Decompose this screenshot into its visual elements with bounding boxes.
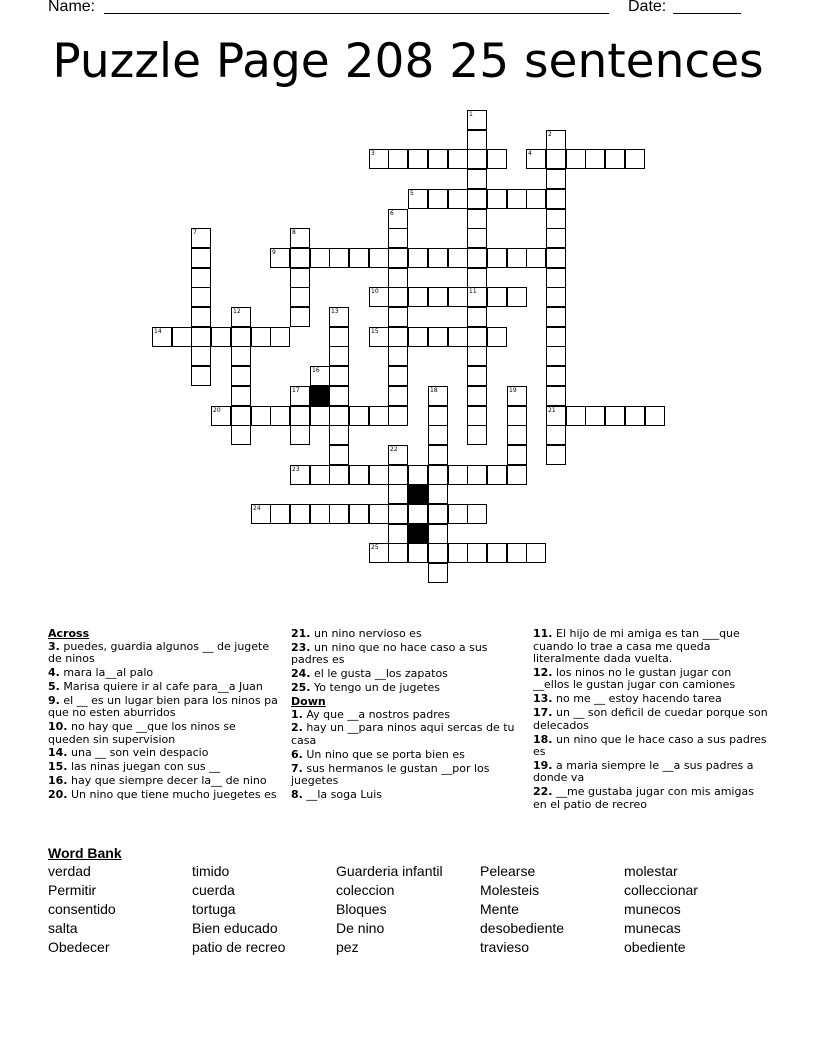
word-bank-item: Bloques (336, 901, 387, 917)
crossword-cell[interactable] (487, 149, 507, 169)
crossword-cell[interactable] (191, 366, 211, 386)
crossword-cell[interactable] (270, 248, 290, 268)
word-bank-item: tortuga (192, 901, 236, 917)
crossword-black-cell (408, 524, 428, 544)
crossword-cell[interactable] (329, 445, 349, 465)
crossword-cell[interactable] (388, 406, 408, 426)
clue-across-14: 14. una __ son vein despacio (48, 746, 209, 760)
crossword-cell[interactable] (526, 189, 546, 209)
crossword-cell[interactable] (467, 169, 487, 189)
clue-across-20: 20. Un nino que tiene mucho juegetes es (48, 788, 277, 802)
crossword-cell[interactable] (388, 307, 408, 327)
crossword-cell[interactable] (467, 307, 487, 327)
crossword-cell[interactable] (467, 386, 487, 406)
crossword-cell[interactable] (329, 346, 349, 366)
word-bank-item: Obedecer (48, 939, 110, 955)
word-bank-item: munecos (624, 901, 681, 917)
crossword-cell[interactable] (428, 327, 448, 347)
crossword-cell[interactable] (369, 543, 389, 563)
clue-number: 18 (430, 387, 438, 394)
crossword-cell[interactable] (546, 149, 566, 169)
crossword-cell[interactable] (191, 248, 211, 268)
crossword-cell[interactable] (428, 484, 448, 504)
crossword-cell[interactable] (290, 307, 310, 327)
crossword-cell[interactable] (388, 484, 408, 504)
clue-across-9: 9. el __ es un lugar bien para los ninos pa que no esten aburridos (48, 693, 278, 720)
clue-down-11: 11. El hijo de mi amiga es tan ___que cuando lo trae a casa me queda literalmente dada vuelta. (533, 627, 740, 665)
crossword-cell[interactable] (388, 327, 408, 347)
crossword-cell[interactable] (467, 346, 487, 366)
clue-across-4: 4. mara la__al palo (48, 665, 154, 679)
crossword-cell[interactable] (526, 248, 546, 268)
crossword-cell[interactable] (369, 287, 389, 307)
crossword-cell[interactable] (645, 406, 665, 426)
crossword-cell[interactable] (546, 209, 566, 229)
clue-down-6: 6. Un nino que se porta bien es (291, 747, 465, 761)
crossword-cell[interactable] (388, 386, 408, 406)
clue-number: 15 (371, 328, 379, 335)
crossword-cell[interactable] (310, 366, 330, 386)
clue-across-21: 21. un nino nervioso es (291, 627, 422, 640)
clue-across-5: 5. Marisa quiere ir al cafe para__a Juan (48, 679, 263, 693)
crossword-cell[interactable] (369, 149, 389, 169)
crossword-cell[interactable] (487, 327, 507, 347)
clue-number: 12 (233, 308, 241, 315)
clue-number: 4 (528, 150, 532, 157)
crossword-cell[interactable] (507, 465, 527, 485)
crossword-cell[interactable] (329, 465, 349, 485)
clue-number: 24 (253, 505, 261, 512)
crossword-cell[interactable] (507, 425, 527, 445)
crossword-cell[interactable] (428, 248, 448, 268)
crossword-cell[interactable] (546, 386, 566, 406)
clue-across-10: 10. no hay que __que los ninos se queden sin supervision (48, 720, 236, 746)
crossword-cell[interactable] (546, 346, 566, 366)
crossword-cell[interactable] (448, 327, 468, 347)
clue-down-22: 22. __me gustaba jugar con mis amigas en el patio de recreo (533, 785, 754, 811)
clue-number: 19 (509, 387, 517, 394)
name-label: Name: (48, 0, 96, 15)
crossword-cell[interactable] (487, 248, 507, 268)
crossword-cell[interactable] (467, 504, 487, 524)
crossword-cell[interactable] (448, 465, 468, 485)
crossword-cell[interactable] (526, 149, 546, 169)
crossword-cell[interactable] (290, 504, 310, 524)
crossword-cell[interactable] (251, 504, 271, 524)
word-bank-item: De nino (336, 920, 385, 936)
crossword-cell[interactable] (526, 543, 546, 563)
crossword-cell[interactable] (546, 248, 566, 268)
crossword-cell[interactable] (428, 563, 448, 583)
crossword-cell[interactable] (428, 445, 448, 465)
crossword-cell[interactable] (191, 287, 211, 307)
crossword-cell[interactable] (467, 209, 487, 229)
word-bank-item: desobediente (480, 920, 565, 936)
clue-down-7: 7. sus hermanos le gustan __por los juegetes (291, 761, 490, 788)
crossword-cell[interactable] (448, 248, 468, 268)
crossword-cell[interactable] (290, 425, 310, 445)
crossword-cell[interactable] (329, 248, 349, 268)
clue-down-17: 17. un __ son deficil de cuedar porque son delecados (533, 706, 768, 732)
crossword-cell[interactable] (270, 406, 290, 426)
word-bank-item: Permitir (48, 882, 97, 898)
word-bank-item: verdad (48, 863, 91, 879)
crossword-cell[interactable] (428, 406, 448, 426)
crossword-cell[interactable] (329, 327, 349, 347)
crossword-cell[interactable] (388, 346, 408, 366)
crossword-cell[interactable] (310, 465, 330, 485)
clue-number: 13 (331, 308, 339, 315)
crossword-cell[interactable] (191, 268, 211, 288)
crossword-black-cell (408, 484, 428, 504)
crossword-cell[interactable] (408, 248, 428, 268)
crossword-cell[interactable] (388, 445, 408, 465)
clues-column-3 (533, 628, 768, 813)
clue-down-13: 13. no me __ estoy hacendo tarea (533, 692, 722, 706)
crossword-cell[interactable] (625, 149, 645, 169)
crossword-cell[interactable] (231, 327, 251, 347)
crossword-cell[interactable] (231, 307, 251, 327)
crossword-cell[interactable] (467, 130, 487, 150)
crossword-cell[interactable] (388, 504, 408, 524)
crossword-cell[interactable] (231, 386, 251, 406)
clue-down-12: 12. los ninos no le gustan jugar con __ellos le gustan jugar con camiones (533, 665, 736, 692)
crossword-cell[interactable] (290, 248, 310, 268)
clue-down-1: 1. Ay que __a nostros padres (291, 707, 451, 721)
word-bank-item: molestar (624, 863, 678, 879)
crossword-cell[interactable] (428, 189, 448, 209)
crossword-cell[interactable] (507, 386, 527, 406)
clue-number: 14 (154, 328, 162, 335)
crossword-cell[interactable] (448, 287, 468, 307)
crossword-cell[interactable] (507, 445, 527, 465)
crossword-cell[interactable] (467, 406, 487, 426)
crossword-cell[interactable] (172, 327, 192, 347)
word-bank-item: pez (336, 939, 359, 955)
crossword-cell[interactable] (251, 327, 271, 347)
crossword-cell[interactable] (388, 366, 408, 386)
clue-across-15: 15. las ninas juegan con sus __ (48, 760, 221, 774)
crossword-cell[interactable] (487, 543, 507, 563)
page-title: Puzzle Page 208 25 sentences (52, 34, 764, 89)
crossword-cell[interactable] (231, 425, 251, 445)
crossword-cell[interactable] (290, 406, 310, 426)
crossword-cell[interactable] (467, 287, 487, 307)
crossword-cell[interactable] (546, 287, 566, 307)
crossword-cell[interactable] (231, 346, 251, 366)
word-bank-item: Mente (480, 901, 519, 917)
crossword-cell[interactable] (329, 386, 349, 406)
crossword-cell[interactable] (507, 406, 527, 426)
word-bank-item: Guarderia infantil (336, 863, 443, 879)
crossword-cell[interactable] (408, 543, 428, 563)
clue-number: 6 (390, 210, 394, 217)
crossword-cell[interactable] (310, 406, 330, 426)
crossword-cell[interactable] (467, 149, 487, 169)
clue-number: 23 (292, 466, 300, 473)
clue-down-19: 19. a maria siempre le __a sus padres a donde va (533, 758, 754, 785)
clue-number: 20 (213, 407, 221, 414)
clue-number: 22 (390, 446, 398, 453)
word-bank-title: Word Bank (48, 845, 122, 861)
crossword-cell[interactable] (290, 268, 310, 288)
crossword-cell[interactable] (388, 465, 408, 485)
clue-number: 1 (469, 111, 473, 118)
crossword-cell[interactable] (369, 504, 389, 524)
word-bank-item: travieso (480, 939, 530, 955)
crossword-cell[interactable] (467, 228, 487, 248)
crossword-cell[interactable] (388, 248, 408, 268)
crossword-cell[interactable] (290, 287, 310, 307)
crossword-cell[interactable] (388, 209, 408, 229)
crossword-cell[interactable] (251, 406, 271, 426)
crossword-cell[interactable] (546, 366, 566, 386)
crossword-cell[interactable] (507, 248, 527, 268)
crossword-cell[interactable] (211, 327, 231, 347)
crossword-cell[interactable] (329, 504, 349, 524)
crossword-cell[interactable] (467, 366, 487, 386)
crossword-cell[interactable] (388, 228, 408, 248)
crossword-cell[interactable] (388, 524, 408, 544)
clue-down-18: 18. un nino que le hace caso a sus padres es (533, 732, 767, 759)
crossword-cell[interactable] (546, 406, 566, 426)
crossword-cell[interactable] (507, 543, 527, 563)
crossword-cell[interactable] (329, 366, 349, 386)
crossword-cell[interactable] (448, 504, 468, 524)
crossword-cell[interactable] (191, 228, 211, 248)
crossword-black-cell (310, 386, 330, 406)
crossword-cell[interactable] (428, 386, 448, 406)
crossword-cell[interactable] (487, 189, 507, 209)
crossword-cell[interactable] (467, 248, 487, 268)
clue-number: 2 (548, 131, 552, 138)
clue-number: 5 (410, 190, 414, 197)
crossword-cell[interactable] (605, 149, 625, 169)
word-bank-item: Molesteis (480, 882, 540, 898)
word-bank-item: consentido (48, 901, 116, 917)
crossword-cell[interactable] (388, 268, 408, 288)
crossword-cell[interactable] (369, 465, 389, 485)
clue-across-24: 24. el le gusta __los zapatos (291, 667, 448, 681)
word-bank-item: obediente (624, 939, 686, 955)
date-label: Date: (628, 0, 667, 15)
clue-number: 21 (548, 407, 556, 414)
crossword-cell[interactable] (369, 248, 389, 268)
crossword-cell[interactable] (428, 524, 448, 544)
crossword-cell[interactable] (467, 425, 487, 445)
crossword-cell[interactable] (448, 189, 468, 209)
crossword-cell[interactable] (349, 248, 369, 268)
crossword-cell[interactable] (388, 287, 408, 307)
word-bank-item: cuerda (192, 882, 235, 898)
crossword-cell[interactable] (408, 189, 428, 209)
crossword-cell[interactable] (152, 327, 172, 347)
clue-number: 25 (371, 544, 379, 551)
crossword-cell[interactable] (408, 465, 428, 485)
word-bank-item: salta (48, 920, 78, 936)
clue-number: 16 (312, 367, 320, 374)
crossword-cell[interactable] (388, 543, 408, 563)
crossword-cell[interactable] (310, 504, 330, 524)
crossword-cell[interactable] (507, 189, 527, 209)
crossword-cell[interactable] (191, 327, 211, 347)
crossword-cell[interactable] (369, 327, 389, 347)
word-bank-item: munecas (624, 920, 681, 936)
clue-number: 10 (371, 288, 379, 295)
crossword-cell[interactable] (408, 287, 428, 307)
crossword-cell[interactable] (448, 149, 468, 169)
crossword-cell[interactable] (270, 504, 290, 524)
crossword-cell[interactable] (585, 149, 605, 169)
across-heading: Across (48, 627, 90, 640)
word-bank-item: colleccionar (624, 882, 698, 898)
crossword-cell[interactable] (487, 465, 507, 485)
down-heading: Down (291, 695, 326, 709)
crossword-cell[interactable] (428, 504, 448, 524)
crossword-cell[interactable] (546, 425, 566, 445)
crossword-cell[interactable] (467, 543, 487, 563)
crossword-cell[interactable] (408, 327, 428, 347)
clue-across-25: 25. Yo tengo un de jugetes (291, 681, 441, 695)
crossword-cell[interactable] (349, 406, 369, 426)
crossword-cell[interactable] (467, 465, 487, 485)
crossword-cell[interactable] (191, 346, 211, 366)
crossword-cell[interactable] (428, 287, 448, 307)
word-bank-item: Pelearse (480, 863, 536, 879)
crossword-cell[interactable] (546, 130, 566, 150)
clues-column-2 (291, 628, 516, 803)
word-bank-item: coleccion (336, 882, 395, 898)
crossword-cell[interactable] (428, 465, 448, 485)
crossword-cell[interactable] (211, 406, 231, 426)
clue-number: 7 (193, 229, 197, 236)
crossword-cell[interactable] (546, 169, 566, 189)
clue-down-8: 8. __la soga Luis (291, 788, 383, 802)
crossword-cell[interactable] (290, 386, 310, 406)
crossword-cell[interactable] (566, 406, 586, 426)
crossword-cell[interactable] (329, 406, 349, 426)
clues-column-1 (48, 628, 278, 803)
crossword-cell[interactable] (270, 327, 290, 347)
clue-number: 9 (272, 249, 276, 256)
clue-number: 3 (371, 150, 375, 157)
crossword-cell[interactable] (546, 189, 566, 209)
crossword-cell[interactable] (369, 406, 389, 426)
crossword-cell[interactable] (467, 268, 487, 288)
crossword-cell[interactable] (408, 504, 428, 524)
crossword-cell[interactable] (191, 307, 211, 327)
crossword-cell[interactable] (546, 327, 566, 347)
crossword-cell[interactable] (507, 287, 527, 307)
crossword-cell[interactable] (428, 543, 448, 563)
crossword-cell[interactable] (487, 287, 507, 307)
crossword-cell[interactable] (546, 228, 566, 248)
word-bank-item: patio de recreo (192, 939, 286, 955)
word-bank-item: timido (192, 863, 230, 879)
crossword-cell[interactable] (290, 228, 310, 248)
crossword-cell[interactable] (329, 425, 349, 445)
crossword-cell[interactable] (566, 149, 586, 169)
word-bank-item: Bien educado (192, 920, 278, 936)
crossword-cell[interactable] (349, 504, 369, 524)
crossword-cell[interactable] (231, 366, 251, 386)
clue-number: 17 (292, 387, 300, 394)
crossword-cell[interactable] (467, 110, 487, 130)
crossword-cell[interactable] (546, 268, 566, 288)
crossword-cell[interactable] (546, 445, 566, 465)
crossword-cell[interactable] (310, 248, 330, 268)
clue-down-2: 2. hay un __para ninos aqui sercas de tu casa (291, 721, 515, 747)
clue-across-3: 3. puedes, guardia algunos __ de jugete de ninos (48, 639, 270, 665)
crossword-cell[interactable] (467, 189, 487, 209)
crossword-cell[interactable] (546, 307, 566, 327)
crossword-cell[interactable] (428, 149, 448, 169)
crossword-cell[interactable] (467, 327, 487, 347)
crossword-cell[interactable] (290, 465, 310, 485)
crossword-cell[interactable] (448, 543, 468, 563)
clue-across-23: 23. un nino que no hace caso a sus padres es (291, 640, 488, 667)
crossword-cell[interactable] (428, 425, 448, 445)
crossword-cell[interactable] (585, 406, 605, 426)
crossword-cell[interactable] (231, 406, 251, 426)
clue-across-16: 16. hay que siempre decer la__ de nino (48, 774, 267, 788)
clue-number: 8 (292, 229, 296, 236)
crossword-cell[interactable] (349, 465, 369, 485)
clue-number: 11 (469, 288, 477, 295)
crossword-cell[interactable] (605, 406, 625, 426)
crossword-cell[interactable] (329, 307, 349, 327)
crossword-cell[interactable] (625, 406, 645, 426)
crossword-cell[interactable] (408, 149, 428, 169)
crossword-cell[interactable] (388, 149, 408, 169)
